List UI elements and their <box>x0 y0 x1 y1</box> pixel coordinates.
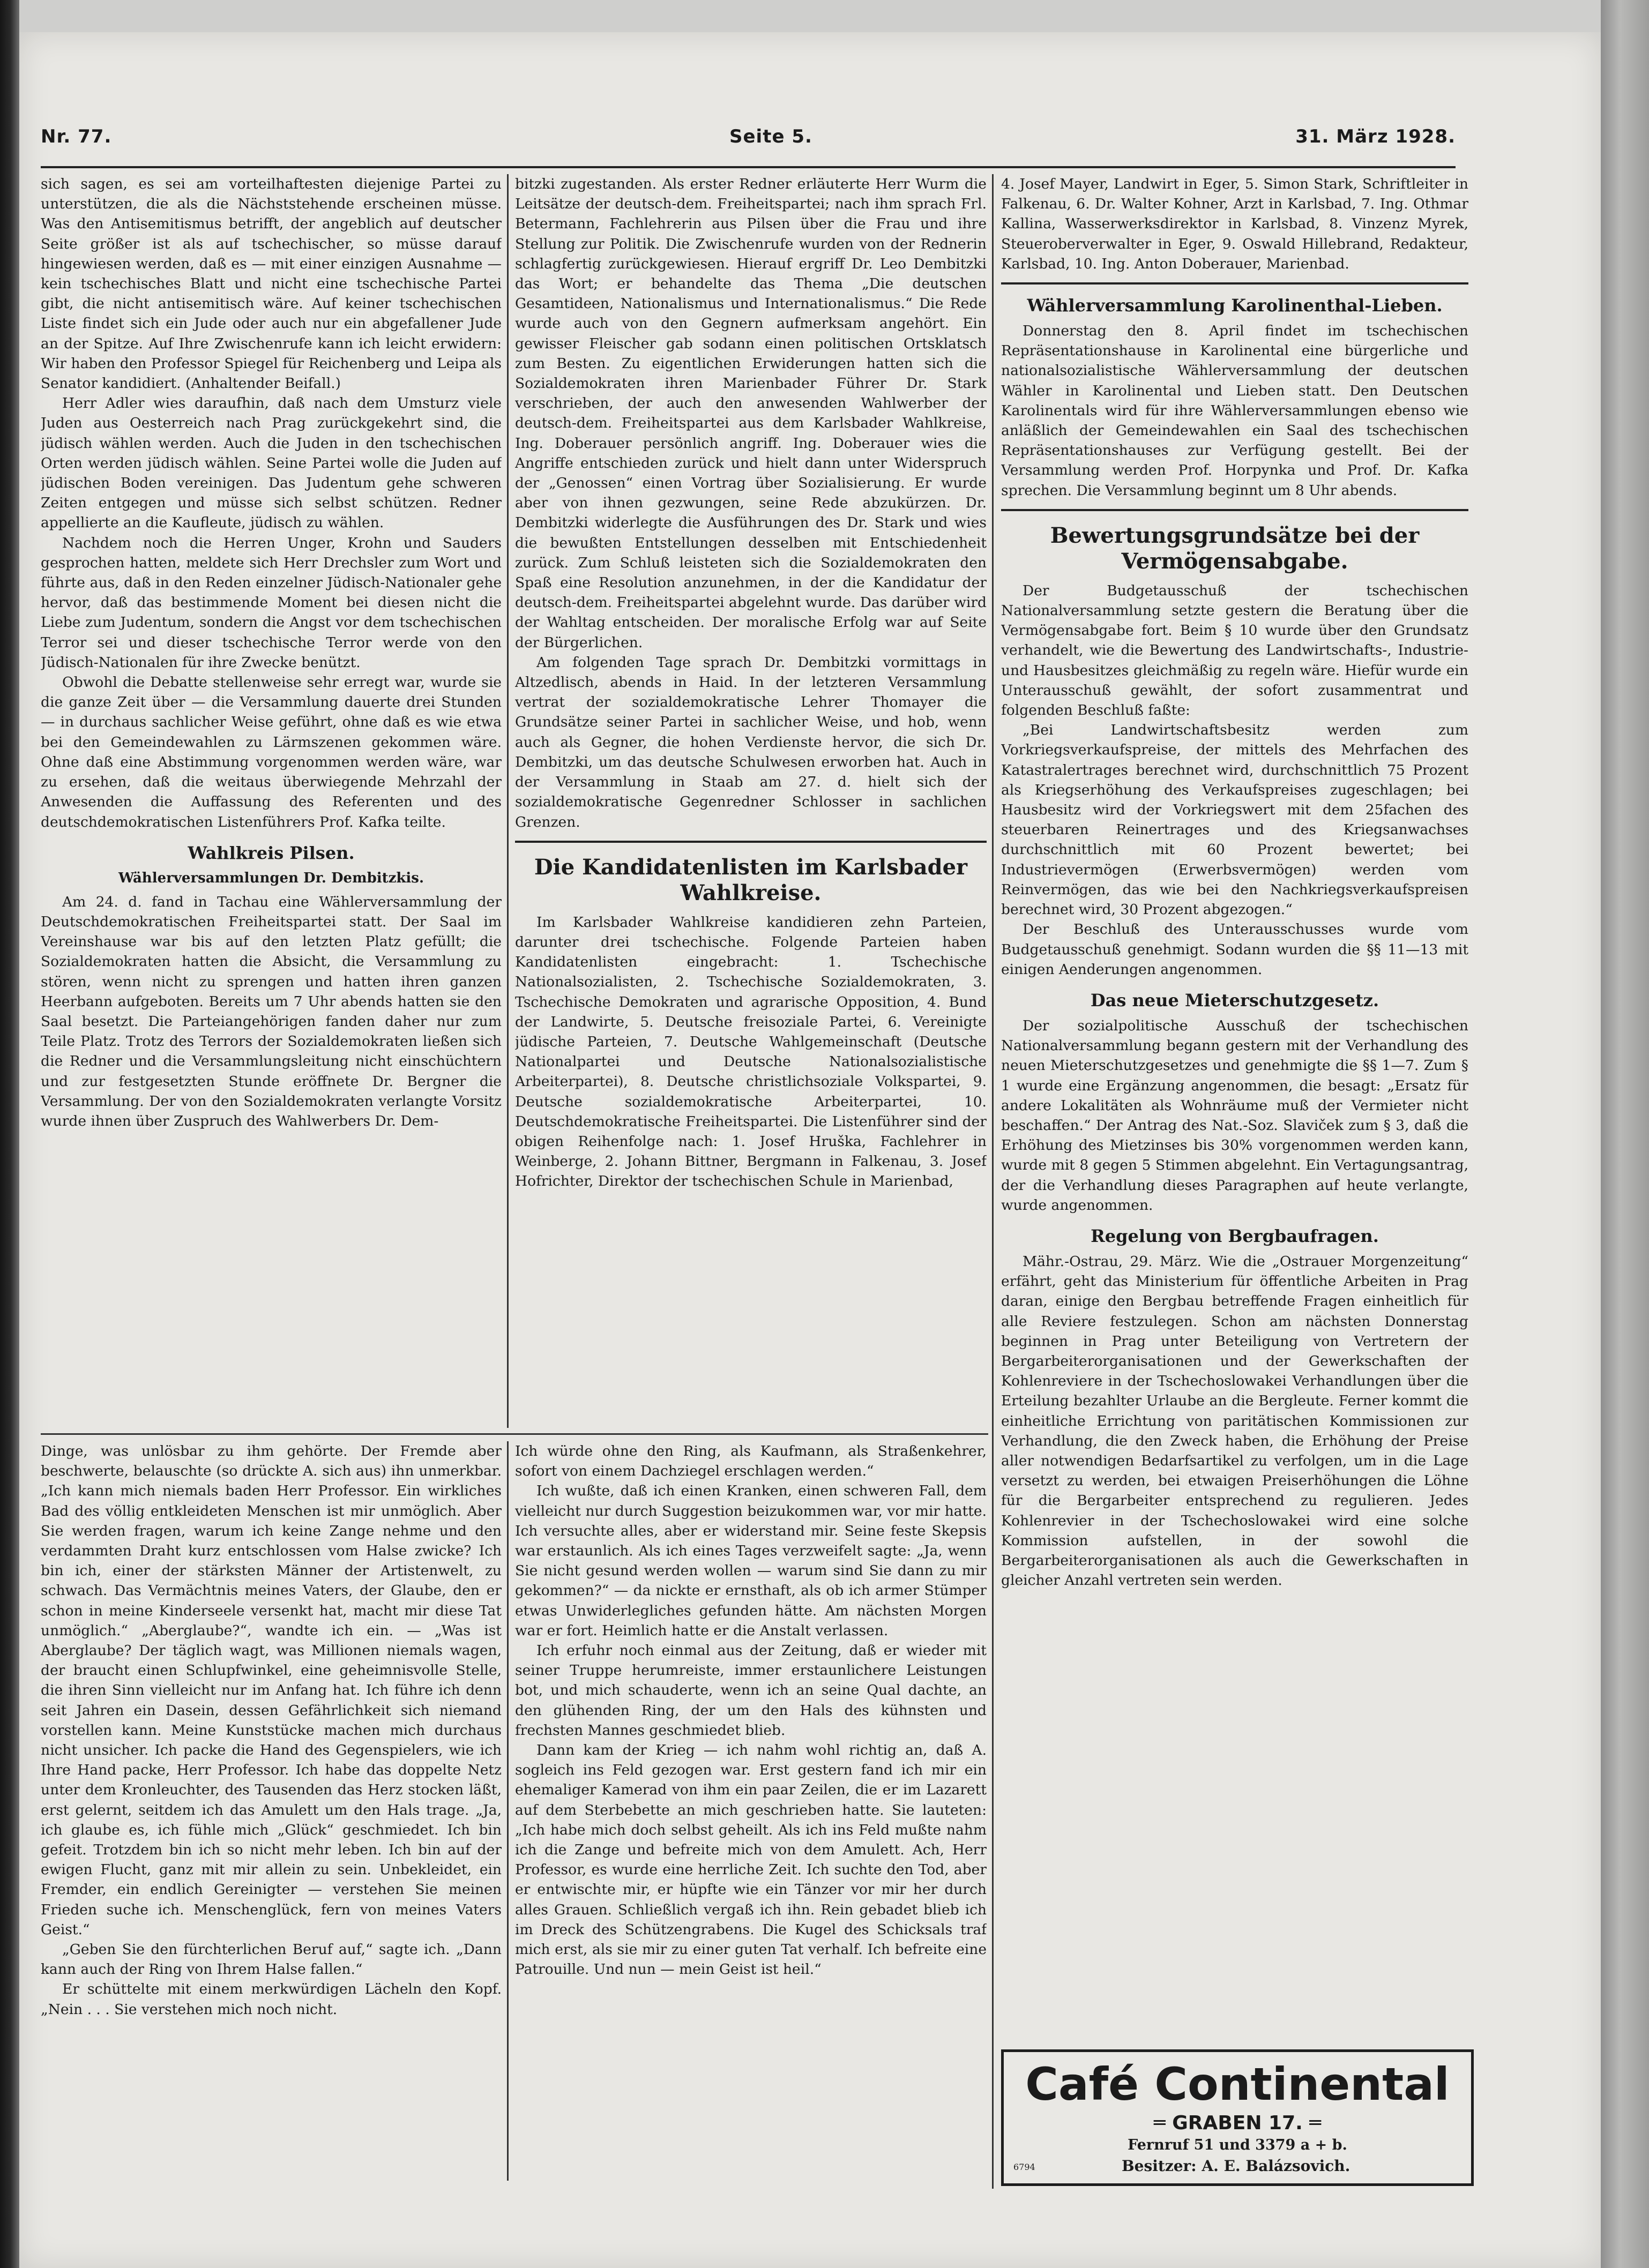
feuilleton-column-1 <box>41 1441 502 2181</box>
feuilleton-column-2 <box>515 1441 987 2181</box>
section-heading-kandidatenlisten: Die Kandidatenlisten im Karlsbader Wahlkreise. <box>534 854 968 905</box>
page-number: Seite 5. <box>729 126 812 147</box>
ad-address: ═ GRABEN 17. ═ <box>1153 2112 1321 2134</box>
ad-brand: Café Continental <box>1025 2058 1450 2110</box>
paragraph: Mähr.-Ostrau, 29. März. Wie die „Ostrauer Morgenzeitung“ erfährt, geht das Ministerium für öffentliche Arbeiten in Prag daran, einige den Bergbau betreffende Fragen einheitlich für alle Reviere festzulegen. Schon am nächsten Donnerstag beginnen in Prag unter Beteiligung von Vertretern der Bergarbeiterorganisationen und der Gewerkschaften der Kohlenreviere in der Tschechoslowakei Verhandlungen über die Erteilung bezahlter Urlaube an die Bergleute. Ferner kommt die einheitliche Errichtung von paritätischen Kommissionen zur Verhandlung, die den Zweck haben, die Erhöhung der Preise aller notwendigen Bedarfsartikel zu verfolgen, um in die Lage versetzt zu werden, bei etwaigen Preiserhöhungen die Löhne für die Bergarbeiter entsprechend zu regulieren. Jedes Kohlenrevier in der Tschechoslowakei wird eine solche Kommission aufstellen, in der sowohl die Bergarbeiterorganisationen als auch die Gewerkschaften in gleicher Anzahl vertreten sein werden. <box>1001 1253 1468 1589</box>
paragraph: 4. Josef Mayer, Landwirt in Eger, 5. Simon Stark, Schriftleiter in Falkenau, 6. Dr. Walter Kohner, Arzt in Karlsbad, 7. Ing. Othmar Kallina, Wasserwerksdirektor in Karlsbad, 8. Vinzenz Myrek, Steueroberverwalter in Eger, 9. Oswald Hillebrand, Redakteur, Karlsbad, 10. Ing. Anton Doberauer, Marienbad. <box>1001 176 1468 272</box>
section-rule <box>1001 509 1468 511</box>
paragraph: Herr Adler wies daraufhin, daß nach dem Umsturz viele Juden aus Oesterreich nach Prag zurückgekehrt sind, die jüdisch wählen werden. Auch die Juden in den tschechischen Orten werden jüdisch wählen. Seine Partei wolle die Juden auf jüdischen Boden vereinigen. Das Judentum gehe schweren Zeiten entgegen und müsse sich selbst schützen. Redner appellierte an die Kaufleute, jüdisch zu wählen. <box>41 395 502 532</box>
paragraph: Der sozialpolitische Ausschuß der tschechischen Nationalversammlung begann gestern mit der Verhandlung des neuen Mieterschutzgesetzes und genehmigte die §§ 1—7. Zum § 1 wurde eine Ergänzung angenommen, die besagt: „Ersatz für andere Lokalitäten als Wohnräume muß der Vermieter nicht beschaffen.“ Der Antrag des Nat.-Soz. Slaviček zum § 3, daß die Erhöhung des Mietzinses bis 30% vorgenommen werden kann, wurde mit 8 gegen 5 Stimmen abgelehnt. Ein Vertagungsantrag, der die Verhandlung dieses Paragraphen auf heute verlangte, wurde angenommen. <box>1001 1017 1468 1214</box>
paragraph: „Bei Landwirtschaftsbesitz werden zum Vorkriegsverkaufspreise, der mittels des Mehrfachen des Katastralertrages berechnet wird, durchschnittlich 75 Prozent als Kriegserhöhung des Verkaufspreises zugeschlagen; bei Hausbesitz wird der Vorkriegswert mit dem 25fachen des steuerbaren Reinertrages und des Kriegsanwachses durchschnittlich mit 60 Prozent bewertet; bei Industrievermögen (Erwerbsvermögen) werden vom Reinvermögen, das wie bei den Nachkriegsverkaufspreisen berechnet wird, 30 Prozent abgezogen.“ <box>1001 722 1468 918</box>
scan-edge-left <box>0 0 19 2268</box>
scan-edge-right <box>1601 0 1649 2268</box>
ad-code: 6794 <box>1013 2162 1035 2172</box>
header-rule <box>41 166 1456 168</box>
section-heading-wahlkreis-pilsen: Wahlkreis Pilsen. <box>188 842 355 863</box>
paragraph: Er schüttelte mit einem merkwürdigen Lächeln den Kopf. „Nein . . . Sie verstehen mich noch nicht. <box>41 1981 502 2018</box>
ad-phone: Fernruf 51 und 3379 a + b. <box>1128 2137 1347 2153</box>
paragraph: Ich erfuhr noch einmal aus der Zeitung, daß er wieder mit seiner Truppe herumreiste, immer erstaunlichere Leistungen bot, und mich schauderte, wenn ich an seine Qual dachte, an den glühenden Ring, der um den Hals des kühnsten und frechsten Mannes geschmiedet blieb. <box>515 1642 987 1739</box>
page-header <box>41 126 1456 163</box>
paragraph: Nachdem noch die Herren Unger, Krohn und Sauders gesprochen hatten, meldete sich Herr Drechsler zum Wort und führte aus, daß in den Reden einzelner Jüdisch-Nationaler gehe hervor, daß das bestimmende Moment bei diesen nicht die Liebe zum Judentum, sondern die Angst vor dem tschechischen Terror sei und dieser tschechische Terror werde von den Jüdisch-Nationalen für ihre Zwecke benützt. <box>41 534 502 671</box>
column-divider <box>992 174 994 2189</box>
paragraph: sich sagen, es sei am vorteilhaftesten diejenige Partei zu unterstützen, die als die Nächststehende erscheinen müsse. Was den Antisemitismus betrifft, der angeblich auf deutscher Seite größer ist als auf tschechischer, so müsse darauf hingewiesen werden, daß es — mit einer einzigen Ausnahme — kein tschechisches Blatt und nicht eine tschechische Partei gibt, die nicht antisemitisch wäre. Auf keiner tschechischen Liste findet sich ein Jude oder auch nur ein abgefallener Jude an der Spitze. Auf Ihre Zwischenrufe kann ich leicht erwidern: Wir haben den Professor Spiegel für Reichenberg und Leipa als Senator kandidiert. (Anhaltender Beifall.) <box>41 176 502 392</box>
column-3 <box>1001 174 1468 2039</box>
paragraph: „Geben Sie den fürchterlichen Beruf auf,“ sagte ich. „Dann kann auch der Ring von Ihrem Halse fallen.“ <box>41 1941 502 1978</box>
section-rule <box>515 841 987 843</box>
column-1 <box>41 174 502 1428</box>
section-rule <box>1001 282 1468 285</box>
paragraph: Im Karlsbader Wahlkreise kandidieren zehn Parteien, darunter drei tschechische. Folgende Parteien haben Kandidatenlisten eingebracht: 1. Tschechische Nationalsozialisten, 2. Tschechische Sozialdemokraten, 3. Tschechische Demokraten und agrarische Opposition, 4. Bund der Landwirte, 5. Deutsche freisoziale Partei, 6. Vereinigte jüdische Parteien, 7. Deutsche Wahlgemeinschaft (Deutsche Nationalpartei und Deutsche Nationalsozialistische Arbeiterpartei), 8. Deutsche christlichsoziale Volkspartei, 9. Deutsche sozialdemokratische Arbeiterpartei, 10. Deutschdemokratische Freiheitspartei. Die Listenführer sind der obigen Reihenfolge nach: 1. Josef Hruška, Fachlehrer in Weinberge, 2. Johann Bittner, Bergmann in Falkenau, 3. Josef Hofrichter, Direktor der tschechischen Schule in Marienbad, <box>515 914 987 1190</box>
column-2 <box>515 174 987 1428</box>
paragraph: Der Budgetausschuß der tschechischen Nationalversammlung setzte gestern die Beratung über die Vermögensabgabe fort. Beim § 10 wurde über den Grundsatz verhandelt, wie die Bewertung des Landwirtschafts-, Industrie- und Hausbesitzes gleichmäßig zu regeln wäre. Hiefür wurde ein Unterausschuß gewählt, der sofort zusammentrat und folgenden Beschluß faßte: <box>1001 582 1468 719</box>
paragraph: Der Beschluß des Unterausschusses wurde vom Budgetausschuß genehmigt. Sodann wurden die §§ 11—13 mit einigen Aenderungen angenommen. <box>1001 921 1468 978</box>
paragraph: Donnerstag den 8. April findet im tschechischen Repräsentationshause in Karolinental eine bürgerliche und nationalsozialistische Wählerversammlung der deutschen Wähler in Karolinental und Lieben statt. Den Deutschen Karolinentals wird für ihre Wählerversammlungen ebenso wie anläßlich der Gemeindewahlen ein Saal des tschechischen Repräsentationshauses zur Verfügung gestellt. Bei der Versammlung werden Prof. Horpynka und Prof. Dr. Kafka sprechen. Die Versammlung beginnt um 8 Uhr abends. <box>1001 323 1468 499</box>
paragraph: Obwohl die Debatte stellenweise sehr erregt war, wurde sie die ganze Zeit über — die Versammlung dauerte drei Stunden — in durchaus sachlicher Weise geführt, ohne daß es wie etwa bei den Gemeindewahlen zu Lärmszenen gekommen wäre. Ohne daß eine Abstimmung vorgenommen werden wäre, war zu ersehen, daß die weitaus überwiegende Mehrzahl der Anwesenden die Auffassung des Referenten und des deutschdemokratischen Listenführers Prof. Kafka teilte. <box>41 674 502 830</box>
section-heading-bergbaufragen: Regelung von Bergbaufragen. <box>1091 1225 1379 1246</box>
section-heading-waehlerversammlung: Wählerversammlung Karolinenthal-Lieben. <box>1027 295 1443 316</box>
paragraph: Am folgenden Tage sprach Dr. Dembitzki vormittags in Altzedlisch, abends in Haid. In der letzteren Versammlung vertrat der sozialdemokratische Lehrer Thomayer die Grundsätze seiner Partei in sachlicher Weise, und hob, wenn auch als Gegner, die hohen Verdienste hervor, die sich Dr. Dembitzki, um das deutsche Schulwesen erworben hat. Auch in der Versammlung in Staab am 27. d. hielt sich der sozialdemokratische Gegenredner Schlosser in sachlichen Grenzen. <box>515 654 987 830</box>
paragraph: Ich wußte, daß ich einen Kranken, einen schweren Fall, dem vielleicht nur durch Suggestion beizukommen war, vor mir hatte. Ich versuchte alles, aber er widerstand mir. Seine feste Skepsis war erstaunlich. Als ich eines Tages verzweifelt sagte: „Ja, wenn Sie nicht gesund werden wollen — warum sind Sie dann zu mir gekommen?“ — da nickte er ernsthaft, als ob ich armer Stümper etwas Unwiderlegliches gefunden hätte. Am nächsten Morgen war er fort. Heimlich hatte er die Anstalt verlassen. <box>515 1483 987 1639</box>
feuilleton-rule <box>41 1433 988 1435</box>
section-heading-bewertungsgrundsaetze: Bewertungsgrundsätze bei der Vermögensabgabe. <box>1050 522 1420 574</box>
column-divider <box>507 1441 509 2181</box>
issue-number: Nr. 77. <box>41 126 112 147</box>
paragraph: Ich würde ohne den Ring, als Kaufmann, als Straßenkehrer, sofort von einem Dachziegel erschlagen werden.“ <box>515 1443 987 1480</box>
ad-owner: Besitzer: A. E. Balázsovich. <box>1122 2157 1350 2175</box>
column-divider <box>507 174 509 1428</box>
paragraph: Am 24. d. fand in Tachau eine Wählerversammlung der Deutschdemokratischen Freiheitspartei statt. Der Saal im Vereinshause war bis auf den letzten Platz gefüllt; die Sozialdemokraten hatten die Absicht, die Versammlung zu stören, wenn nicht zu sprengen und hatten ihren ganzen Heerbann aufgeboten. Bereits um 7 Uhr abends hatten sie den Saal besetzt. Die Parteiangehörigen fanden daher nur zum Teile Platz. Trotz des Terrors der Sozialdemokraten ließen sich die Redner und die Versammlungsleitung nicht einschüchtern und zur festgesetzten Stunde eröffnete Dr. Bergner die Versammlung. Der von den Sozialdemokraten verlangte Vorsitz wurde ihnen über Zuspruch des Wahlwerbers Dr. Dem- <box>41 893 502 1129</box>
issue-date: 31. März 1928. <box>1295 126 1456 147</box>
section-subheading: Wählerversammlungen Dr. Dembitzkis. <box>118 870 424 886</box>
paragraph: Dann kam der Krieg — ich nahm wohl richtig an, daß A. sogleich ins Feld gezogen war. Erst gestern fand ich mir ein ehemaliger Kamerad von ihm ein paar Zeilen, die er im Lazarett auf dem Sterbebette an mich geschrieben hatte. Sie lauteten: „Ich habe mich doch selbst geheilt. Als ich ins Feld mußte nahm ich die Zange und befreite mich von dem Amulett. Ach, Herr Professor, es wurde eine herrliche Zeit. Ich suchte den Tod, aber er entwischte mir, er hüpfte wie ein Tänzer vor mir her durch alles Grauen. Schließlich vergaß ich ihn. Rein gebadet blieb ich im Dreck des Schützengrabens. Die Kugel des Schicksals traf mich erst, als sie mir zu einer guten Tat verhalf. Ich befreite eine Patrouille. Und nun — mein Geist ist heil.“ <box>515 1742 987 1978</box>
paragraph: bitzki zugestanden. Als erster Redner erläuterte Herr Wurm die Leitsätze der deutsch-dem. Freiheitspartei; nach ihm sprach Frl. Betermann, Fachlehrerin aus Pilsen über die Frau und ihre Stellung zur Politik. Die Zwischenrufe wurden von der Rednerin schlagfertig zurückgewiesen. Hierauf ergriff Dr. Leo Dembitzki das Wort; er behandelte das Thema „Die deutschen Gesamtideen, Nationalismus und Internationalismus.“ Die Rede wurde auch von den Gegnern aufmerksam angehört. Ein gewisser Fleischer gab sodann einen politischen Ortsklatsch zum Besten. Zu eigentlichen Erwiderungen hatten sich die Sozialdemokraten ihren Marienbader Führer Dr. Stark verschrieben, der auch den anwesenden Wahlwerber der deutsch-dem. Freiheitspartei aus dem Karlsbader Wahlkreise, Ing. Doberauer persönlich angriff. Ing. Doberauer wies die Angriffe entschieden zurück und hielt dann unter Widerspruch der „Genossen“ einen Vortrag über Sozialisierung. Er wurde aber von ihnen gezwungen, seine Rede abzukürzen. Dr. Dembitzki widerlegte die Ausführungen des Dr. Stark und wies die bewußten Entstellungen desselben mit Entschiedenheit zurück. Zum Schluß leisteten sich die Sozialdemokraten den Spaß eine Resolution anzunehmen, in der die Kandidatur der deutsch-dem. Freiheitspartei abgelehnt wurde. Das darüber wird der Wahltag entscheiden. Der moralische Erfolg war auf Seite der Bürgerlichen. <box>515 176 987 651</box>
paragraph: Dinge, was unlösbar zu ihm gehörte. Der Fremde aber beschwerte, belauschte (so drückte A. sich aus) ihn unmerkbar. „Ich kann mich niemals baden Herr Professor. Ein wirkliches Bad des völlig entkleideten Menschen ist mir unmöglich. Aber Sie werden fragen, warum ich keine Zange nehme und den verdammten Draht kurz entschlossen vom Halse zwicke? Ich bin ich, einer der stärksten Männer der Artistenwelt, zu schwach. Das Vermächtnis meines Vaters, der Glaube, den er schon in meine Kinderseele versenkt hat, macht mir diese Tat unmöglich.“ „Aberglaube?“, wandte ich ein. — „Was ist Aberglaube? Der täglich wagt, was Millionen niemals wagen, der braucht einen Schlupfwinkel, eine geheimnisvolle Stelle, die ihren Sinn vielleicht nur im Anfang hat. Ich führe ich denn seit Jahren ein Dasein, dessen Gefährlichkeit sich niemand vorstellen kann. Meine Kunststücke machen mich durchaus nicht unsicher. Ich packe die Hand des Gegenspielers, wie ich Ihre Hand packe, Herr Professor. Ich habe das doppelte Netz unter dem Kronleuchter, des Tausenden das Herz stocken läßt, erst gelernt, seitdem ich das Amulett um den Hals trage. „Ja, ich glaube es, ich fühle mich „Glück“ geschmiedet. Ich bin gefeit. Trotzdem bin ich so nicht mehr leben. Ich bin auf der ewigen Flucht, ganz mit mir allein zu sein. Unbekleidet, ein Fremder, ein endlich Gereinigter — verstehen Sie meinen Frieden suche ich. Menschenglück, fern von meines Vaters Geist.“ <box>41 1443 502 1938</box>
advertisement-cafe-continental <box>1001 2049 1474 2186</box>
section-heading-mieterschutzgesetz: Das neue Mieterschutzgesetz. <box>1090 990 1379 1011</box>
newspaper-page <box>19 32 1601 2268</box>
